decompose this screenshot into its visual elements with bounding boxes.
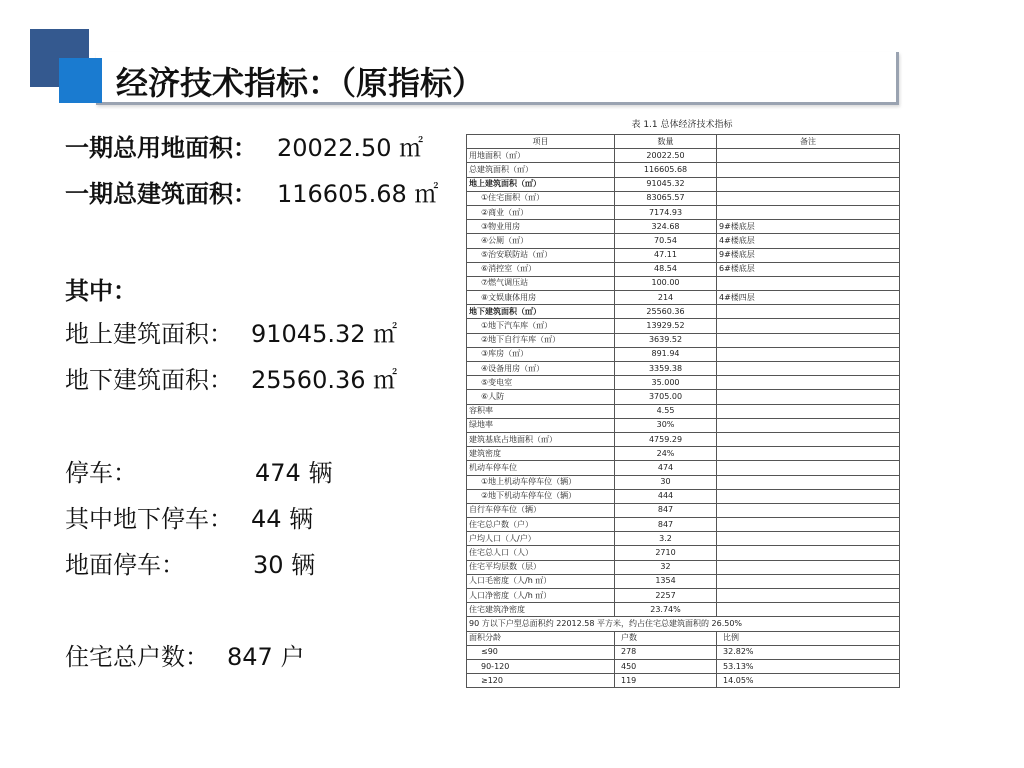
- quantity-cell: 3705.00: [615, 390, 717, 404]
- item-cell: ①住宅面积（㎡）: [467, 191, 615, 205]
- above-ground-area: [65, 314, 398, 349]
- ratio-cell: 32.82%: [717, 645, 900, 659]
- quantity-cell: 7174.93: [615, 205, 717, 219]
- item-cell: ④设备用房（㎡）: [467, 362, 615, 376]
- note-cell: [717, 432, 900, 446]
- quantity-cell: 2257: [615, 589, 717, 603]
- item-cell: ②地下机动车停车位（辆）: [467, 489, 615, 503]
- above-ground-value: 91045.32 ㎡: [251, 320, 398, 348]
- table-row: [467, 518, 900, 532]
- table-row: [467, 574, 900, 588]
- households-label: 住宅总户数：: [65, 643, 209, 671]
- table-note-row: [467, 617, 900, 631]
- note-cell: 9#楼底层: [717, 220, 900, 234]
- table-row: [467, 276, 900, 290]
- quantity-cell: 23.74%: [615, 603, 717, 617]
- item-cell: 住宅建筑净密度: [467, 603, 615, 617]
- item-cell: 容积率: [467, 404, 615, 418]
- note-cell: [717, 503, 900, 517]
- table-row: [467, 532, 900, 546]
- table-row: [467, 390, 900, 404]
- note-cell: [717, 319, 900, 333]
- underground-parking: [65, 499, 314, 534]
- range-cell: 90-120: [467, 659, 615, 673]
- note-cell: [717, 333, 900, 347]
- quantity-cell: 4759.29: [615, 432, 717, 446]
- note-cell: [717, 276, 900, 290]
- table-row: [467, 319, 900, 333]
- table-row: [467, 262, 900, 276]
- note-cell: [717, 589, 900, 603]
- item-cell: 绿地率: [467, 418, 615, 432]
- item-cell: 建筑基底占地面积（㎡）: [467, 432, 615, 446]
- subtable-header-cell: 面积分龄: [467, 631, 615, 645]
- item-cell: ④公厕（㎡）: [467, 234, 615, 248]
- quantity-cell: 116605.68: [615, 163, 717, 177]
- note-cell: 4#楼四层: [717, 291, 900, 305]
- underground-parking-value: 44 辆: [251, 505, 314, 533]
- table-header-cell: 项目: [467, 135, 615, 149]
- item-cell: ③物业用房: [467, 220, 615, 234]
- table-row: [467, 248, 900, 262]
- quantity-cell: 100.00: [615, 276, 717, 290]
- quantity-cell: 91045.32: [615, 177, 717, 191]
- phase1-build-label: 一期总建筑面积：: [65, 180, 257, 208]
- quantity-cell: 324.68: [615, 220, 717, 234]
- note-cell: [717, 447, 900, 461]
- table-caption: 表 1.1 总体经济技术指标: [631, 120, 733, 130]
- note-cell: [717, 191, 900, 205]
- note-cell: [717, 574, 900, 588]
- quantity-cell: 30%: [615, 418, 717, 432]
- item-cell: ②商业（㎡）: [467, 205, 615, 219]
- note-cell: 9#楼底层: [717, 248, 900, 262]
- subtable-header-cell: 户数: [615, 631, 717, 645]
- quantity-cell: 32: [615, 560, 717, 574]
- table-row: [467, 347, 900, 361]
- note-cell: [717, 362, 900, 376]
- table-row: [467, 432, 900, 446]
- page-title: 经济技术指标：（原指标）: [116, 64, 485, 102]
- item-cell: 机动车停车位: [467, 461, 615, 475]
- count-cell: 119: [615, 674, 717, 688]
- quantity-cell: 20022.50: [615, 149, 717, 163]
- households: [65, 637, 305, 672]
- quantity-cell: 30: [615, 475, 717, 489]
- table-row: [467, 404, 900, 418]
- item-cell: 总建筑面积（㎡）: [467, 163, 615, 177]
- quantity-cell: 48.54: [615, 262, 717, 276]
- note-cell: [717, 603, 900, 617]
- table-header-row: [467, 135, 900, 149]
- table-row: [467, 362, 900, 376]
- ratio-cell: 14.05%: [717, 674, 900, 688]
- table-row: [467, 234, 900, 248]
- count-cell: 278: [615, 645, 717, 659]
- quantity-cell: 891.94: [615, 347, 717, 361]
- quantity-cell: 847: [615, 503, 717, 517]
- below-ground-area: [65, 360, 398, 395]
- range-cell: ≤90: [467, 645, 615, 659]
- item-cell: 人口毛密度（人/h ㎡）: [467, 574, 615, 588]
- table-row: [467, 291, 900, 305]
- subtable-row: [467, 645, 900, 659]
- quantity-cell: 2710: [615, 546, 717, 560]
- item-cell: 住宅平均层数（层）: [467, 560, 615, 574]
- item-cell: ①地上机动车停车位（辆）: [467, 475, 615, 489]
- parking-value: 474 辆: [255, 459, 333, 487]
- quantity-cell: 214: [615, 291, 717, 305]
- note-cell: [717, 305, 900, 319]
- title-bar: [96, 52, 899, 105]
- note-cell: [717, 532, 900, 546]
- note-cell: 4#楼底层: [717, 234, 900, 248]
- item-cell: 住宅总人口（人）: [467, 546, 615, 560]
- among-heading: [65, 271, 137, 306]
- quantity-cell: 3359.38: [615, 362, 717, 376]
- subtable-header-row: [467, 631, 900, 645]
- table-row: [467, 589, 900, 603]
- item-cell: ⑧文娱康体用房: [467, 291, 615, 305]
- subtable-row: [467, 659, 900, 673]
- table-row: [467, 603, 900, 617]
- item-cell: ⑤治安联防站（㎡）: [467, 248, 615, 262]
- note-cell: [717, 560, 900, 574]
- quantity-cell: 13929.52: [615, 319, 717, 333]
- header-decoration-light: [59, 58, 102, 103]
- quantity-cell: 3.2: [615, 532, 717, 546]
- item-cell: ②地下自行车库（㎡）: [467, 333, 615, 347]
- note-cell: [717, 347, 900, 361]
- item-cell: 建筑密度: [467, 447, 615, 461]
- note-cell: [717, 418, 900, 432]
- quantity-cell: 25560.36: [615, 305, 717, 319]
- phase1-land-area: [65, 128, 424, 163]
- ground-parking-value: 30 辆: [253, 551, 316, 579]
- tech-indicators-table: [466, 134, 900, 688]
- table-row: [467, 376, 900, 390]
- households-value: 847 户: [227, 643, 305, 671]
- table-row: [467, 305, 900, 319]
- item-cell: ⑥消控室（㎡）: [467, 262, 615, 276]
- parking-label: 停车：: [65, 459, 137, 487]
- phase1-build-area: [65, 174, 439, 209]
- table-row: [467, 191, 900, 205]
- table-header-cell: 备注: [717, 135, 900, 149]
- item-cell: ⑤变电室: [467, 376, 615, 390]
- table-row: [467, 149, 900, 163]
- quantity-cell: 47.11: [615, 248, 717, 262]
- among-label: 其中：: [65, 277, 137, 305]
- quantity-cell: 444: [615, 489, 717, 503]
- item-cell: 户均人口（人/户）: [467, 532, 615, 546]
- item-cell: ⑥人防: [467, 390, 615, 404]
- subtable-header-cell: 比例: [717, 631, 900, 645]
- table-row: [467, 220, 900, 234]
- note-cell: [717, 475, 900, 489]
- below-ground-value: 25560.36 ㎡: [251, 366, 398, 394]
- quantity-cell: 24%: [615, 447, 717, 461]
- item-cell: 住宅总户数（户）: [467, 518, 615, 532]
- quantity-cell: 474: [615, 461, 717, 475]
- ratio-cell: 53.13%: [717, 659, 900, 673]
- item-cell: 地上建筑面积（㎡）: [467, 177, 615, 191]
- quantity-cell: 70.54: [615, 234, 717, 248]
- note-cell: [717, 376, 900, 390]
- note-text: 90 方以下户型总面积约 22012.58 平方米，约占住宅总建筑面积的 26.50%: [467, 617, 900, 631]
- note-cell: [717, 163, 900, 177]
- item-cell: ⑦燃气调压站: [467, 276, 615, 290]
- quantity-cell: 83065.57: [615, 191, 717, 205]
- table-row: [467, 177, 900, 191]
- table-row: [467, 489, 900, 503]
- note-cell: [717, 177, 900, 191]
- above-ground-label: 地上建筑面积：: [65, 320, 233, 348]
- quantity-cell: 35.000: [615, 376, 717, 390]
- table-row: [467, 447, 900, 461]
- table-row: [467, 560, 900, 574]
- phase1-build-value: 116605.68 ㎡: [277, 180, 439, 208]
- note-cell: [717, 390, 900, 404]
- item-cell: ③库房（㎡）: [467, 347, 615, 361]
- item-cell: 自行车停车位（辆）: [467, 503, 615, 517]
- item-cell: 人口净密度（人/h ㎡）: [467, 589, 615, 603]
- quantity-cell: 1354: [615, 574, 717, 588]
- table-row: [467, 205, 900, 219]
- table-row: [467, 163, 900, 177]
- underground-parking-label: 其中地下停车：: [65, 505, 233, 533]
- below-ground-label: 地下建筑面积：: [65, 366, 233, 394]
- note-cell: [717, 149, 900, 163]
- ground-parking-label: 地面停车：: [65, 551, 185, 579]
- ground-parking: [65, 545, 316, 580]
- quantity-cell: 4.55: [615, 404, 717, 418]
- quantity-cell: 847: [615, 518, 717, 532]
- table-row: [467, 461, 900, 475]
- note-cell: [717, 546, 900, 560]
- parking-total: [65, 453, 333, 488]
- table-row: [467, 503, 900, 517]
- table-header-cell: 数量: [615, 135, 717, 149]
- table-row: [467, 333, 900, 347]
- note-cell: [717, 489, 900, 503]
- note-cell: [717, 205, 900, 219]
- note-cell: [717, 404, 900, 418]
- item-cell: 地下建筑面积（㎡）: [467, 305, 615, 319]
- range-cell: ≥120: [467, 674, 615, 688]
- note-cell: [717, 461, 900, 475]
- table-row: [467, 546, 900, 560]
- table-row: [467, 475, 900, 489]
- note-cell: [717, 518, 900, 532]
- count-cell: 450: [615, 659, 717, 673]
- table-row: [467, 418, 900, 432]
- item-cell: 用地面积（㎡）: [467, 149, 615, 163]
- phase1-land-value: 20022.50 ㎡: [277, 134, 424, 162]
- item-cell: ①地下汽车库（㎡）: [467, 319, 615, 333]
- quantity-cell: 3639.52: [615, 333, 717, 347]
- phase1-land-label: 一期总用地面积：: [65, 134, 257, 162]
- note-cell: 6#楼底层: [717, 262, 900, 276]
- subtable-row: [467, 674, 900, 688]
